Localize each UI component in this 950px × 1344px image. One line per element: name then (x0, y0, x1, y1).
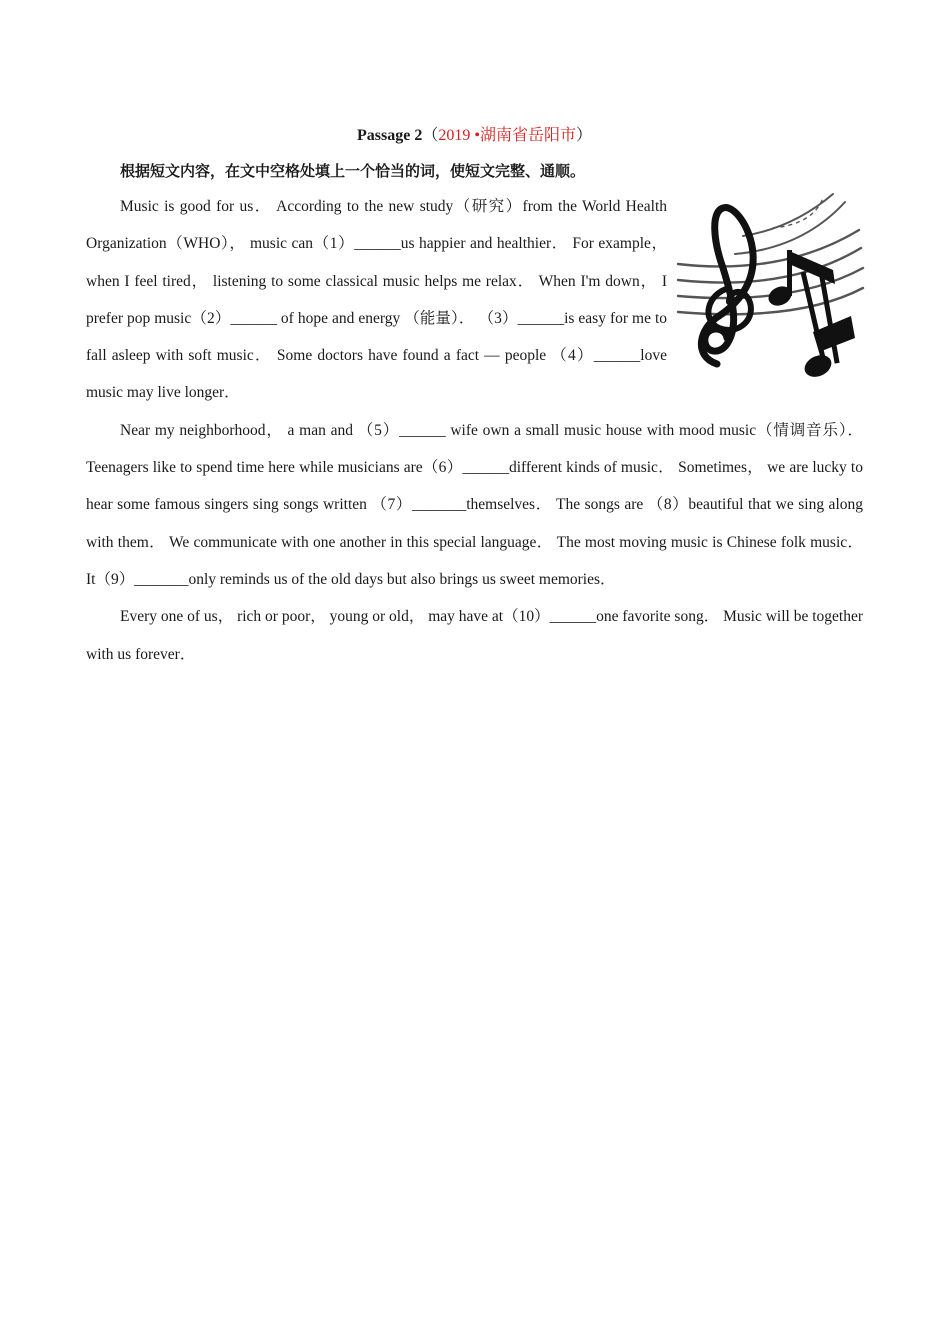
paragraph-2: Near my neighborhood， a man and （5）______ wife own a small music house with mood music（情调音乐）． Teenagers like to spend time here while musicians are（6）______different kinds of music． Sometimes， we are lucky to hear some famous singers sing songs written （7）_______themselves． The songs are （8）beautiful that we sing along with them． We communicate with one another in this special language． The most moving music is Chinese folk music． It（9）_______only reminds us of the old days but also brings us sweet memories． (86, 421, 863, 588)
passage-source: 2019 •湖南省岳阳市 (438, 127, 576, 144)
source-open-paren: （ (422, 127, 439, 144)
source-close-paren: ） (575, 127, 592, 144)
passage-label: Passage 2 (357, 127, 423, 144)
music-notes-icon (673, 188, 869, 378)
paragraph-1: Music is good for us． According to the new study（研究）from the World Health Organization（WHO）， music can（1）______us happier and healthier． For example， when I feel tired， listening to some classical music helps me relax． When I'm down， I prefer pop music（2）______ of hope and energy （能量）． （3）______is easy for me to fall asleep with soft music． Some doctors have found a fact — people （4）______love music may live longer． (86, 198, 667, 402)
document-page (86, 118, 863, 673)
instruction-text: 根据短文内容，在文中空格处填上一个恰当的词，使短文完整、通顺。 (120, 162, 586, 180)
passage-title (86, 118, 863, 154)
paragraph-3: Every one of us， rich or poor， young or old， may have at（10）______one favorite song． Music will be together with us forever． (86, 608, 863, 663)
